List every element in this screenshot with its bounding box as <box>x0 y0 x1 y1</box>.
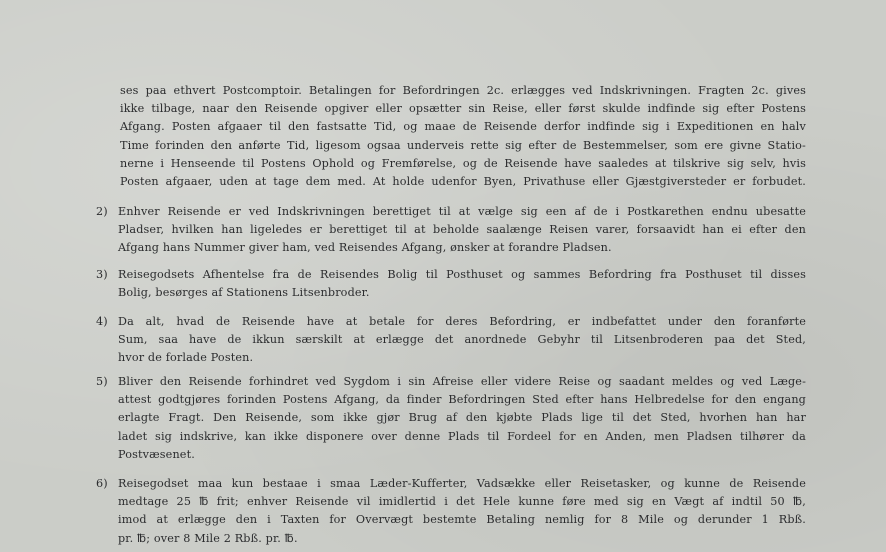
text-line: Posten afgaaer, uden at tage dem med. At holde udenfor Byen, Privathuse eller Gjæstgiversteder er forbudet. <box>120 175 806 189</box>
item-2 <box>96 203 806 258</box>
intro-paragraph <box>120 82 806 191</box>
text-line: 2) Enhver Reisende er ved Indskrivningen berettiget til at vælge sig een af de i Postkarethen endnu ubesatte <box>96 203 806 221</box>
item-3 <box>96 266 806 302</box>
text-line: ikke tilbage, naar den Reisende opgiver eller opsætter sin Reise, eller først skulde indfinde sig efter Postens <box>120 102 806 116</box>
text-line: ses paa ethvert Postcomptoir. Betalingen for Befordringen 2c. erlægges ved Indskrivningen. Fragten 2c. gives <box>120 84 806 97</box>
text-line: Pladser, hvilken han ligeledes er berettiget til at beholde saalænge Reisen varer, forsaavidt han ei efter den <box>118 223 806 237</box>
item-5 <box>96 373 806 464</box>
item-number: 3) <box>96 268 108 281</box>
text-line: nerne i Henseende til Postens Ophold og Fremførelse, og de Reisende have saaledes at tilskrive sig selv, hvis <box>120 156 806 170</box>
text-line: Time forinden den anførte Tid, ligesom ogsaa underveis rette sig efter de Bestemmelser, som ere givne Statio- <box>120 138 806 152</box>
text-line: 3) Reisegodsets Afhentelse fra de Reisendes Bolig til Posthuset og sammes Befordring fra Posthuset til disses <box>96 266 806 284</box>
text-line: Sum, saa have de ikkun særskilt at erlægge det anordnede Gebyhr til Litsenbroderen paa det Sted, <box>118 333 806 347</box>
item-number: 4) <box>96 315 108 328</box>
text-line: imod at erlægge den i Taxten for Overvægt bestemte Betaling nemlig for 8 Mile og derunder 1 Rbß. <box>118 513 806 527</box>
item-4 <box>96 313 806 368</box>
text-line: Afgang hans Nummer giver ham, ved Reisendes Afgang, ønsker at forandre Pladsen. <box>118 241 612 255</box>
text-line: pr. ℔; over 8 Mile 2 Rbß. pr. ℔. <box>118 531 298 545</box>
text-line: 6) Reisegodset maa kun bestaae i smaa Læder-Kufferter, Vadsække eller Reisetasker, og kunne de Reisende <box>96 475 806 493</box>
item-6 <box>96 475 806 548</box>
text-line: Postvæsenet. <box>118 447 195 461</box>
item-number: 6) <box>96 477 108 490</box>
text-line: erlagte Fragt. Den Reisende, som ikke gjør Brug af den kjøbte Plads lige til det Sted, hvorhen han har <box>118 411 806 425</box>
text-line: hvor de forlade Posten. <box>118 351 254 365</box>
text-line: ladet sig indskrive, kan ikke disponere over denne Plads til Fordeel for en Anden, men Pladsen tilhører da <box>118 429 806 443</box>
text-line: Bolig, besørges af Stationens Litsenbroder. <box>118 286 370 300</box>
text-line: medtage 25 ℔ frit; enhver Reisende vil imidlertid i det Hele kunne føre med sig en Vægt af indtil 50 ℔, <box>118 495 806 509</box>
text-line: Afgang. Posten afgaaer til den fastsatte Tid, og maae de Reisende derfor indfinde sig i Expeditionen en halv <box>120 120 806 134</box>
text-line: attest godtgjøres forinden Postens Afgang, da finder Befordringen Sted efter hans Helbredelse for den engang <box>118 393 806 407</box>
item-number: 2) <box>96 205 108 218</box>
item-number: 5) <box>96 375 108 388</box>
text-line: 4) Da alt, hvad de Reisende have at betale for deres Befordring, er indbefattet under den foranførte <box>96 313 806 331</box>
text-line: 5) Bliver den Reisende forhindret ved Sygdom i sin Afreise eller videre Reise og saadant meldes og ved Læge- <box>96 373 806 391</box>
